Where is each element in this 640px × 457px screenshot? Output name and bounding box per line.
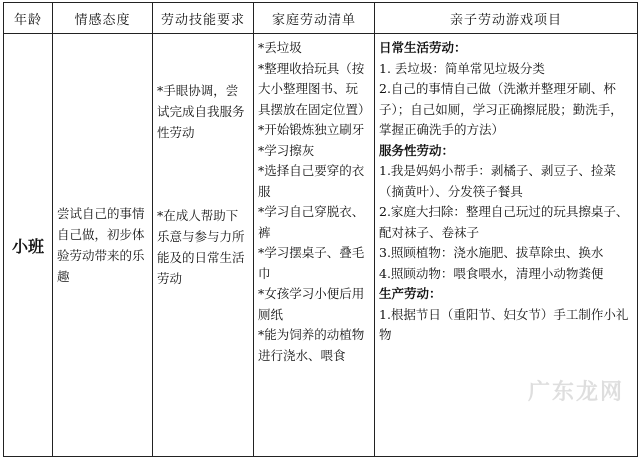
game-item: 1.我是妈妈小帮手：剥橘子、剥豆子、捡菜（摘黄叶）、分发筷子餐具 <box>379 163 616 199</box>
header-chores: 家庭劳动清单 <box>254 3 375 34</box>
site-watermark: 广东龙网 <box>527 380 624 405</box>
game-item: 4.照顾动物：喂食喂水，清理小动物粪便 <box>379 265 604 281</box>
age-cell: 小班 <box>4 34 53 457</box>
chore-item: *学习擦灰 <box>258 142 315 158</box>
chore-item: *丢垃圾 <box>258 40 302 55</box>
skill-item: *手眼协调，尝试完成自我服务性劳动 <box>157 83 245 140</box>
section-title-daily: 日常生活劳动： <box>379 40 467 55</box>
emotion-cell: 尝试自己的事情自己做，初步体验劳动带来的乐趣 <box>53 34 153 457</box>
skills-cell <box>153 34 254 457</box>
header-row <box>4 3 638 34</box>
chore-item: *能为饲养的动植物进行浇水、喂食 <box>258 327 365 363</box>
game-item: 2.自己的事情自己做（洗漱并整理牙刷、杯子）；自己如厕，学习正确擦屁股；勤洗手，掌握正确洗手的方法） <box>379 81 623 137</box>
header-age: 年龄 <box>4 3 53 34</box>
header-skills: 劳动技能要求 <box>153 3 254 34</box>
game-item: 1.根据节日（重阳节、妇女节）手工制作小礼物 <box>379 306 629 342</box>
game-item: 2.家庭大扫除：整理自己玩过的玩具擦桌子、配对袜子、卷袜子 <box>379 204 629 240</box>
skill-item: *在成人帮助下乐意与参与力所能及的日常生活劳动 <box>157 208 245 286</box>
header-games: 亲子劳动游戏项目 <box>375 3 638 34</box>
chore-item: *学习摆桌子、叠毛巾 <box>258 245 365 281</box>
chores-cell <box>254 34 375 457</box>
chore-item: *开始锻炼独立刷牙 <box>258 122 365 137</box>
chore-item: *女孩学习小便后用厕纸 <box>258 286 365 322</box>
game-item: 3.照顾植物：浇水施肥、拔草除虫、换水 <box>379 245 604 260</box>
chore-item: *选择自己要穿的衣服 <box>258 163 365 199</box>
game-item: 1. 丢垃圾：简单常见垃圾分类 <box>379 60 545 76</box>
chore-item: *学习自己穿脱衣、裤 <box>258 204 365 240</box>
header-emotion: 情感态度 <box>53 3 153 34</box>
chore-item: *整理收拾玩具（按大小整理图书、玩具摆放在固定位置） <box>258 60 371 117</box>
section-title-production: 生产劳动： <box>379 286 442 301</box>
section-title-service: 服务性劳动： <box>379 142 455 158</box>
